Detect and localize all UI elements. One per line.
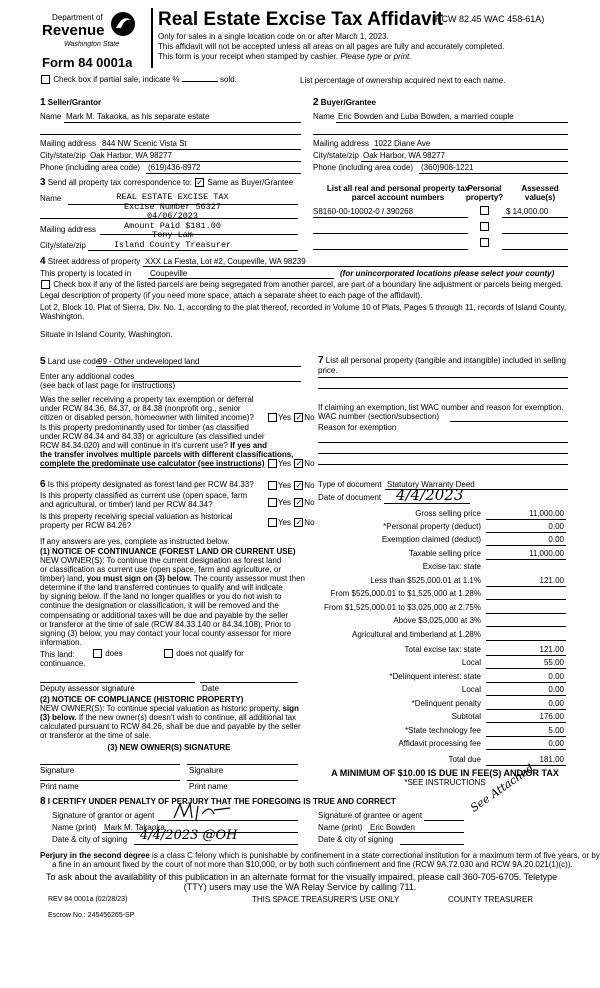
personal-property-label: 7 List all personal property (tangible and intangible) included in selling price. (318, 355, 566, 375)
tax-row-value[interactable]: 121.00 (539, 645, 564, 654)
new-owner-signature-heading: (3) NEW OWNER(S) SIGNATURE (107, 743, 231, 752)
parcel-number[interactable]: S8160-00-10002-0 / 390268 (313, 207, 414, 216)
any-yes-note: If any answers are yes, complete as instructed below. (40, 537, 230, 546)
sec3-name-label: Name (40, 194, 62, 203)
grantor-name-field[interactable]: Mark M. Takaoka (104, 823, 165, 832)
owner-signature-label-2: Signature (189, 766, 224, 775)
notice-continuance-heading: (1) NOTICE OF CONTINUANCE (FOREST LAND OR CURRENT USE) (40, 547, 296, 556)
see-attached-note: See Attached (468, 761, 537, 815)
tax-row-label: Taxable selling price (408, 549, 481, 558)
seller-city-label: City/state/zip (40, 151, 86, 160)
deputy-date-label: Date (202, 684, 219, 693)
land-use-field[interactable]: 99 - Other undeveloped land (98, 357, 200, 366)
grantor-date-label: Date & city of signing (52, 835, 128, 844)
sec3-mail-label: Mailing address (40, 225, 97, 234)
tax-row-value[interactable]: 0.00 (548, 522, 564, 531)
tax-row-label: Affidavit processing fee (398, 739, 481, 748)
buyer-mail-label: Mailing address (313, 139, 370, 148)
q-forest-yesno: Yes ✓ No (267, 481, 315, 490)
tax-row-value[interactable]: 181.00 (539, 755, 564, 764)
grantor-signature-mark (170, 800, 240, 824)
exemption-label: If claiming an exemption, list WAC number and reason for exemption. (318, 403, 564, 412)
exemption-yes-checkbox[interactable] (268, 413, 277, 422)
street-address-field[interactable]: XXX La Fiesta, Lot #2, Coupeville, WA 98239 (145, 257, 306, 266)
grantor-signature-label: Signature of grantor or agent (52, 811, 155, 820)
doc-type-field[interactable]: Statutory Warranty Deed (387, 480, 475, 489)
header-sub2: This affidavit will not be accepted unless all areas on all pages are fully and accurately completed. (158, 42, 505, 51)
dor-emblem-icon (110, 10, 136, 38)
doc-date-label: Date of document (318, 493, 382, 502)
form-rcw: (RCW 82.45 WAC 458-61A) (432, 14, 545, 24)
tax-row-value[interactable]: 0.00 (548, 685, 564, 694)
personal-checkbox-1[interactable] (480, 206, 489, 215)
tax-row-label: Gross selling price (415, 509, 481, 518)
q-timber: Is this property predominantly used for timber (as classified under RCW 84.34 and 84.33) or agriculture (as classified under RCW 84.34.020) and will continue in it's current use? If yes and the transfer involves multiple parcels with different classifications, complete the predominate use calculator (see instructions) (40, 423, 294, 468)
personal-checkbox-2[interactable] (480, 222, 489, 231)
legal-text-3[interactable]: Situate in Island County, Washington. (40, 330, 173, 339)
tax-row-label: Exemption claimed (deduct) (381, 535, 481, 544)
minimum-due: A MINIMUM OF $10.00 IS DUE IN FEE(S) AND/OR TAX (331, 768, 559, 778)
this-land-label: This land: (40, 650, 75, 659)
q-historic: Is this property receiving special valuation as historical property per RCW 84.26? (40, 512, 233, 530)
tax-row-label: Above $3,025,000 at 3% (393, 616, 481, 625)
forest-yes-checkbox[interactable] (268, 481, 277, 490)
partial-sale-checkbox[interactable] (41, 75, 50, 84)
form-title: Real Estate Excise Tax Affidavit (158, 9, 444, 30)
tax-row-label: Less than $525,000.01 at 1.1% (370, 576, 481, 585)
tax-row-label: *State technology fee (404, 726, 481, 735)
land-does-option: does (92, 649, 123, 658)
tax-row-value[interactable]: 0.00 (548, 739, 564, 748)
perjury-line2: a fine in an amount fixed by the court of not more than $10,000, or by both such confinement and fine (RCW 9A.72.030 and RCW 9A.20.021(1)(c)). (52, 860, 573, 869)
tax-row-value[interactable]: 0.00 (548, 535, 564, 544)
notice-compliance-text: NEW OWNER(S): To continue special valuation as historic property, sign (3) below. If the new owner(s) doesn't wish to continue, all additional tax calculated pursuant to RCW 84.26, shall be due and payable by the seller or transferor at the time of sale. (40, 704, 301, 741)
seller-phone-field[interactable]: (619)436-8972 (148, 163, 201, 172)
seller-mail-field[interactable]: 844 NW Scenic Vista St (102, 139, 187, 148)
exemption-no-checkbox[interactable] (294, 413, 303, 422)
seller-name-label: Name (40, 112, 62, 121)
q-current-use: Is this property classified as current use (open space, farm and agricultural, or timber) land per RCW 84.34? (40, 491, 248, 509)
seller-city-field[interactable]: Oak Harbor, WA 98277 (90, 151, 172, 160)
parcel-col-header: List all real and personal property tax parcel account numbers (326, 184, 470, 202)
owner-print-label-2: Print name (189, 782, 228, 791)
treasurer-stamp: REAL ESTATE EXCISE TAX Excise Number 56327 04/06/2023 Amount Paid $181.00 Tony Lam Island County Treasurer (113, 192, 232, 250)
legal-label: Legal description of property (if you need more space, attach a separate sheet to each page of the affidavit). (40, 291, 423, 300)
ownership-note: List percentage of ownership acquired next to each name. (300, 76, 506, 85)
perjury-line1: Perjury in the second degree is a class C felony which is punishable by confinement in a state correctional institution for a maximum term of five years, or by (40, 851, 600, 860)
tax-row-value[interactable]: 11,000.00 (529, 549, 564, 558)
escrow-number: Escrow No.: 245456265-SP (48, 912, 135, 919)
tax-row-label: Local (461, 658, 481, 667)
tax-row-label: Total excise tax: state (404, 645, 481, 654)
tax-row-label: *Delinquent penalty (411, 699, 481, 708)
buyer-phone-field[interactable]: (360)908-1221 (421, 163, 474, 172)
grantee-name-field[interactable]: Eric Bowden (370, 823, 415, 832)
grantee-name-label: Name (print) (318, 823, 363, 832)
assessed-col-header: Assessed value(s) (521, 184, 559, 202)
street-label: 4 Street address of property (40, 256, 141, 267)
personal-col-header: Personal property? (465, 184, 504, 202)
accessibility-line2: (TTY) users may use the WA Relay Service by calling 711. (183, 882, 417, 892)
header-divider (151, 8, 153, 68)
buyer-city-label: City/state/zip (313, 151, 359, 160)
accessibility-line1: To ask about the availability of this publication in an alternate format for the visually impaired, please call 360-705-6705. Teletype (46, 872, 558, 882)
buyer-name-label: Name (313, 112, 335, 121)
same-as-buyer-checkbox[interactable] (195, 178, 204, 187)
forest-no-checkbox[interactable] (294, 481, 303, 490)
buyer-heading: 2 Buyer/Grantee (313, 97, 376, 108)
owner-print-label-1: Print name (40, 782, 79, 791)
seller-name-field[interactable]: Mark M. Takaoka, as his separate estate (66, 112, 210, 121)
timber-yes-checkbox[interactable] (268, 459, 277, 468)
land-does-not-option: does not qualify for (163, 649, 244, 658)
see-instructions: *SEE INSTRUCTIONS (404, 778, 486, 787)
tax-row-value[interactable]: 0.00 (548, 699, 564, 708)
unincorporated-note: (for unincorporated locations please select your county) (340, 269, 555, 278)
form-number: Form 84 0001a (42, 55, 133, 70)
segregated-checkbox[interactable] (41, 280, 50, 289)
tax-row-label: *Delinquent interest: state (389, 672, 481, 681)
form-revision: REV 84 0001a (02/28/23) (48, 896, 128, 903)
legal-text-1[interactable]: Lot 2, Block 10, Plat of Sierra, Div. No. 1, according to the plat thereof, recorded in Volume 10 of Plats, Pages 5 through 11, records of Island County, (40, 303, 567, 312)
dept-line2: Revenue (42, 22, 105, 39)
doc-date-field[interactable]: 4/4/2023 (396, 486, 464, 504)
tax-row-value[interactable]: 121.00 (539, 576, 564, 585)
add-codes-label: Enter any additional codes (40, 372, 135, 381)
tax-row-label: Total due (448, 755, 481, 764)
buyer-city-field[interactable]: Oak Harbor, WA 98277 (363, 151, 445, 160)
tax-row-value[interactable]: 0.00 (548, 672, 564, 681)
tax-row-label: Local (461, 685, 481, 694)
buyer-phone-label: Phone (including area code) (313, 163, 414, 172)
located-label: This property is located in (40, 269, 132, 278)
q-historic-yesno: Yes ✓ No (267, 518, 315, 527)
header-sub3: This form is your receipt when stamped by cashier. Please type or print. (158, 52, 412, 61)
q-current-use-yesno: Yes ✓ No (267, 498, 315, 507)
tax-row-label: Subtotal (451, 712, 481, 721)
header-sub1: Only for sales in a single location code on or after March 1, 2023. (158, 32, 389, 41)
q-exemption-yesno: Yes ✓ No (267, 413, 315, 422)
grantor-date-field[interactable]: 4/4/2023 @OH (140, 828, 238, 843)
buyer-mail-field[interactable]: 1022 Diane Ave (374, 139, 431, 148)
tax-row-label: Agricultural and timberland at 1.28% (352, 630, 481, 639)
partial-sale-row: Check box if partial sale, indicate % sold. (40, 75, 237, 84)
historic-no-checkbox[interactable] (294, 518, 303, 527)
tax-row-label: Excise tax: state (422, 562, 481, 571)
sec3-city-label: City/state/zip (40, 241, 86, 250)
add-codes-note: (see back of last page for instructions) (40, 381, 176, 390)
parcel-value[interactable]: $ 14,000.00 (506, 207, 549, 216)
dor-logo (42, 10, 142, 52)
seller-heading: 1 Seller/Grantor (40, 97, 102, 108)
q-exemption: Was the seller receiving a property tax exemption or deferral under RCW 84.36, 84.37, or 84.38 (nonprofit org., senior citizen or disabled person, homeowner with limited income)? (40, 395, 254, 422)
q-forest: 6 Is this property designated as forest land per RCW 84.33? (40, 479, 254, 490)
legal-text-2[interactable]: Washington. (40, 312, 85, 321)
tax-row-label: From $525,000.01 to $1,525,000 at 1.28% (330, 589, 481, 598)
dept-line3: Washington State (64, 41, 120, 48)
tax-row-value[interactable]: 55.00 (543, 658, 564, 667)
buyer-name-field[interactable]: Eric Bowden and Luba Bowden, a married couple (338, 112, 514, 121)
q-timber-yesno: Yes ✓ No (267, 459, 315, 468)
tax-row-label: From $1,525,000.01 to $3,025,000 at 2.75% (323, 603, 481, 612)
seller-mail-label: Mailing address (40, 139, 97, 148)
section3-label: 3 Send all property tax correspondence to: ✓ Same as Buyer/Grantee (40, 177, 293, 188)
timber-no-checkbox[interactable] (294, 459, 303, 468)
seller-phone-label: Phone (including area code) (40, 163, 141, 172)
doc-type-label: Type of document (318, 480, 382, 489)
notice-compliance-heading: (2) NOTICE OF COMPLIANCE (HISTORIC PROPERTY) (40, 695, 244, 704)
tax-row-value[interactable]: 5.00 (548, 726, 564, 735)
county-treasurer-label: COUNTY TREASURER (448, 895, 534, 904)
personal-checkbox-3[interactable] (480, 238, 489, 247)
land-does-not-checkbox[interactable] (164, 649, 173, 658)
deputy-signature-label: Deputy assessor signature (40, 684, 135, 693)
historic-yes-checkbox[interactable] (268, 518, 277, 527)
dept-line1: Department of (52, 13, 103, 22)
current-use-yes-checkbox[interactable] (268, 498, 277, 507)
wac-label: WAC number (section/subsection) (318, 412, 440, 421)
current-use-no-checkbox[interactable] (294, 498, 303, 507)
tax-row-label: *Personal property (deduct) (383, 522, 481, 531)
land-does-checkbox[interactable] (93, 649, 102, 658)
grantor-name-label: Name (print) (52, 823, 97, 832)
grantee-signature-label: Signature of grantee or agent (318, 811, 423, 820)
tax-row-value[interactable]: 11,000.00 (529, 509, 564, 518)
located-field[interactable]: Coupeville (150, 269, 188, 278)
owner-signature-label-1: Signature (40, 766, 75, 775)
continuance-label: continuance. (40, 659, 86, 668)
segregated-row: Check box if any of the listed parcels are being segregated from another parcel, are part of a boundary line adjustment or parcels being merged. (40, 280, 563, 289)
land-use-label: 5 Land use code (40, 356, 101, 367)
notice-continuance-text: NEW OWNER(S): To continue the current designation as forest land or classification as current use (open space, farm and agriculture, or timber) land, you must sign on (3) below. The county assessor must then determine if the land transferred continues to qualify and will indicate by signing below. If the land no longer qualifies or you do not wish to continue the designation or classification, it will be removed and the compensating or additional taxes will be due and payable by the seller or transferor at the time of sale (RCW 84.33.140 or 84.34.108). Prior to signing (3) below, you may contact your local county assessor for more information. (40, 556, 305, 647)
certify-heading: 8 I CERTIFY UNDER PENALTY OF PERJURY THAT THE FOREGOING IS TRUE AND CORRECT (40, 796, 396, 807)
grantee-date-label: Date & city of signing (318, 835, 394, 844)
tax-row-value[interactable]: 176.00 (539, 712, 564, 721)
treasurer-only-label: THIS SPACE TREASURER'S USE ONLY (252, 895, 400, 904)
reason-label: Reason for exemption (318, 423, 397, 432)
